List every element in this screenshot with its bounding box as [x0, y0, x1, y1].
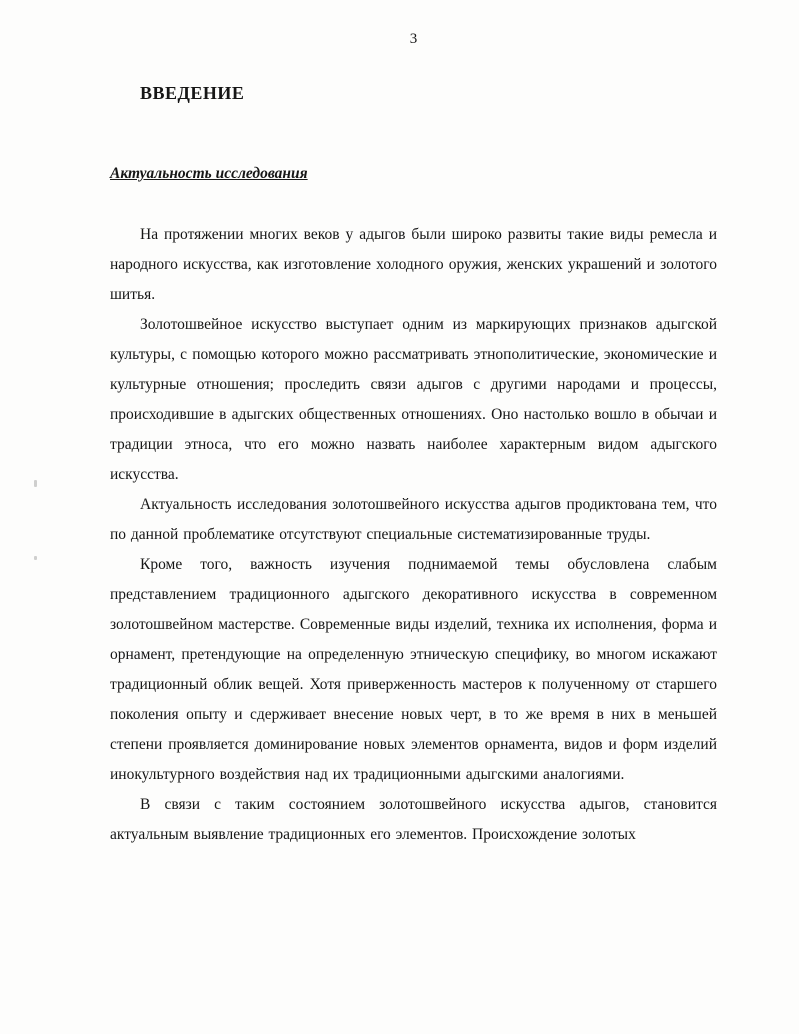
- body-text: [110, 220, 717, 850]
- paragraph: На протяжении многих веков у адыгов были широко развиты такие виды ремесла и народного искусства, как изготовление холодного оружия, женских украшений и золотого шитья.: [110, 226, 717, 303]
- paragraph: В связи с таким состоянием золотошвейного искусства адыгов, становится актуальным выявление традиционных его элементов. Происхождение золотых: [110, 796, 717, 843]
- section-subheading: Актуальность исследования: [110, 165, 308, 182]
- scan-artifact: [34, 556, 37, 560]
- paragraph: Золотошвейное искусство выступает одним из маркирующих признаков адыгской культуры, с помощью которого можно рассматривать этнополитические, экономические и культурные отношения; проследить связи адыгов с другими народами и процессы, происходившие в адыгских общественных отношениях. Оно настолько вошло в обычаи и традиции этноса, что его можно назвать наиболее характерным видом адыгского искусства.: [110, 316, 717, 483]
- paragraph: Кроме того, важность изучения поднимаемой темы обусловлена слабым представлением традиционного адыгского декоративного искусства в современном золотошвейном мастерстве. Современные виды изделий, техника их исполнения, форма и орнамент, претендующие на определенную этническую специфику, во многом искажают традиционный облик вещей. Хотя приверженность мастеров к полученному от старшего поколения опыту и сдерживает внесение новых черт, в то же время в них в меньшей степени проявляется доминирование новых элементов орнамента, видов и форм изделий инокультурного воздействия над их традиционными адыгскими аналогиями.: [110, 556, 717, 783]
- paragraph: Актуальность исследования золотошвейного искусства адыгов продиктована тем, что по данной проблематике отсутствуют специальные систематизированные труды.: [110, 496, 717, 543]
- scan-artifact: [34, 480, 37, 487]
- page-number: 3: [409, 31, 418, 47]
- page-title: ВВЕДЕНИЕ: [140, 83, 245, 103]
